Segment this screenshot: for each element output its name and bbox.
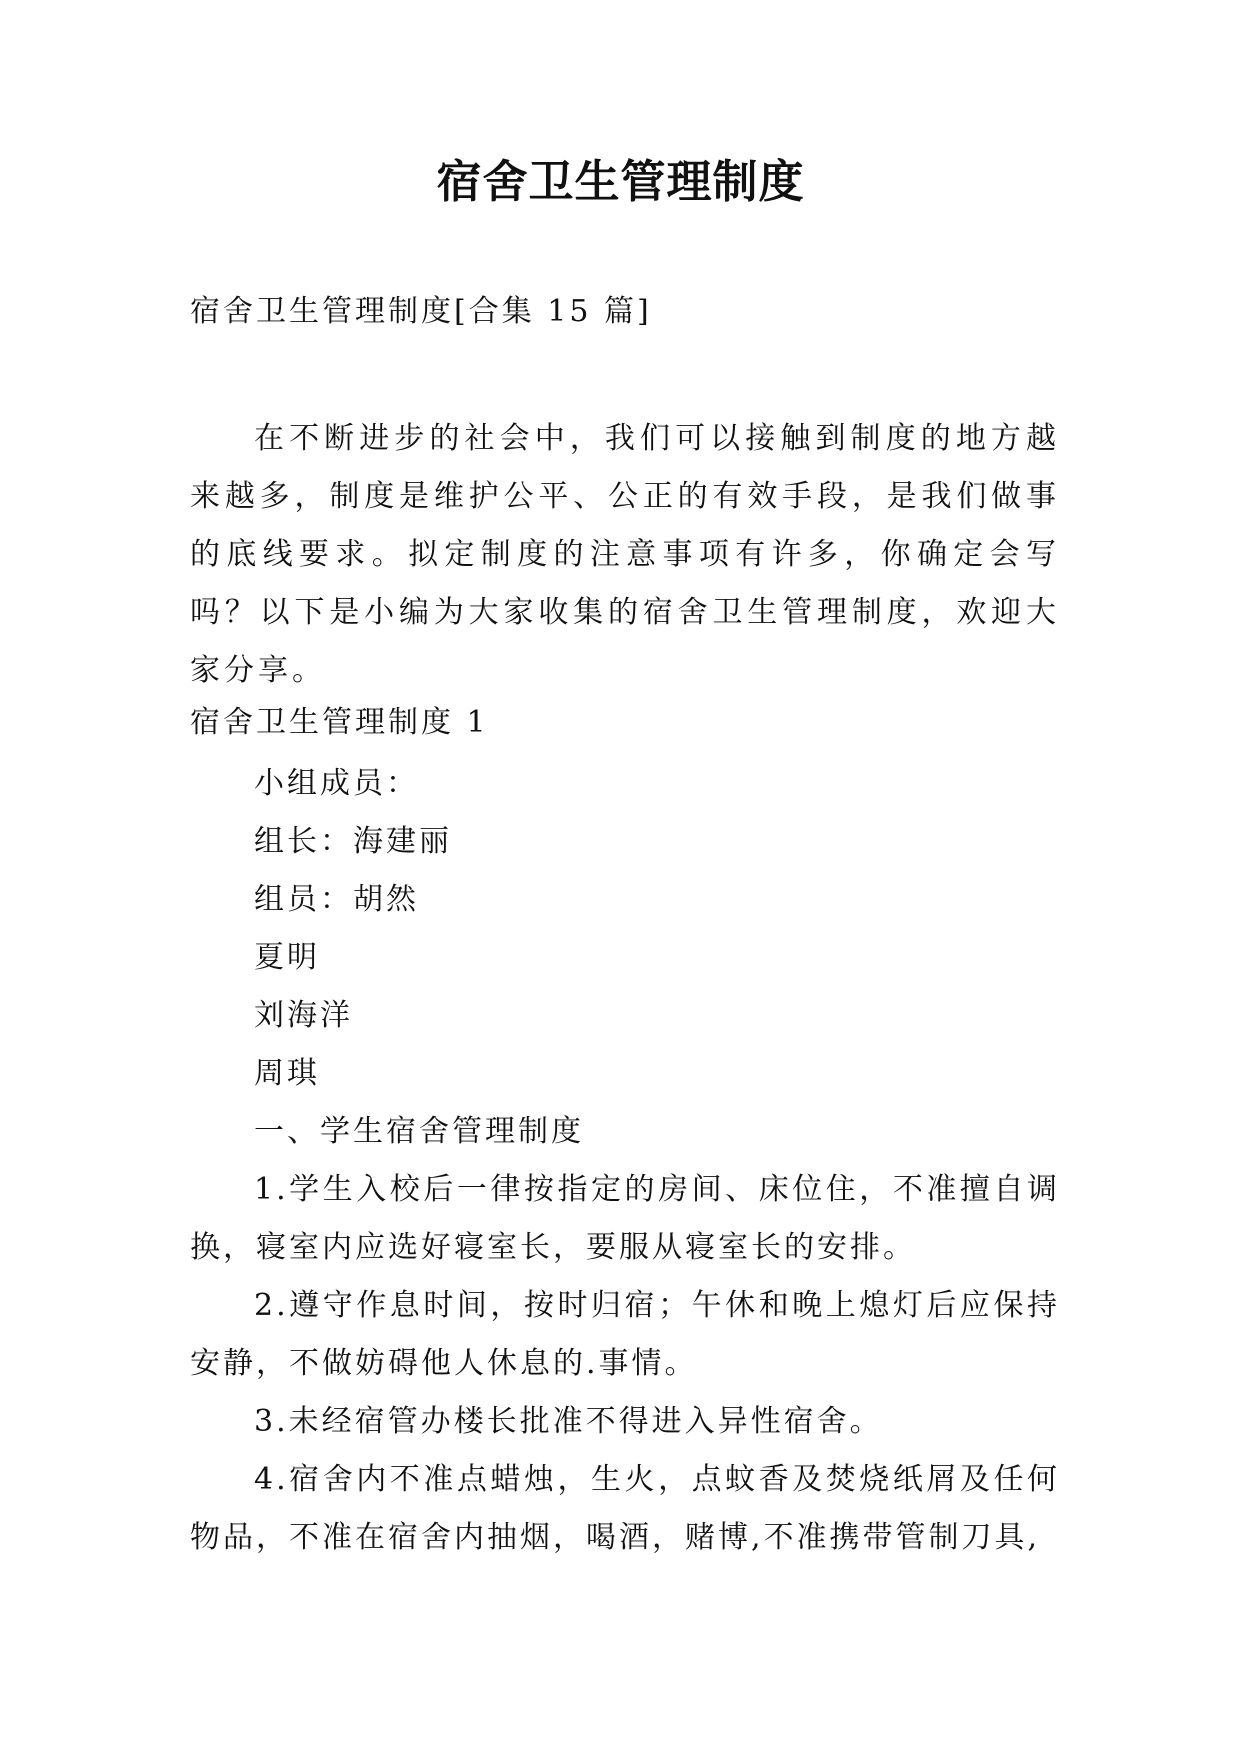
paragraph: 1.学生入校后一律按指定的房间、床位住，不准擅自调换，寝室内应选好寝室长，要服从寝室长的安排。 xyxy=(190,1172,1060,1265)
paragraph: 2.遵守作息时间，按时归宿；午休和晚上熄灯后应保持安静，不做妨碍他人休息的.事情。 xyxy=(190,1288,1060,1381)
paragraph: 组长：海建丽 xyxy=(254,824,452,859)
paragraph: 3.未经宿管办楼长批准不得进入异性宿舍。 xyxy=(254,1404,883,1439)
paragraph: 组员：胡然 xyxy=(254,882,419,917)
paragraph: 夏明 xyxy=(254,940,320,975)
document-title: 宿舍卫生管理制度 xyxy=(436,155,805,208)
paragraph: 周琪 xyxy=(254,1056,320,1091)
paragraph: 一、学生宿舍管理制度 xyxy=(254,1114,584,1149)
paragraph: 刘海洋 xyxy=(254,998,353,1033)
intro-paragraph: 在不断进步的社会中，我们可以接触到制度的地方越来越多，制度是维护公平、公正的有效手段，是我们做事的底线要求。拟定制度的注意事项有许多，你确定会写吗？以下是小编为大家收集的宿舍卫生管理制度，欢迎大家分享。 xyxy=(190,421,1060,688)
section-heading: 宿舍卫生管理制度 1 xyxy=(190,705,489,740)
document-subtitle: 宿舍卫生管理制度[合集 15 篇] xyxy=(190,294,652,329)
paragraph: 小组成员： xyxy=(254,766,419,801)
section-body xyxy=(190,755,1060,1567)
paragraph: 4.宿舍内不准点蜡烛，生火，点蚊香及焚烧纸屑及任何物品，不准在宿舍内抽烟，喝酒，赌博,不准携带管制刀具, xyxy=(190,1462,1060,1555)
